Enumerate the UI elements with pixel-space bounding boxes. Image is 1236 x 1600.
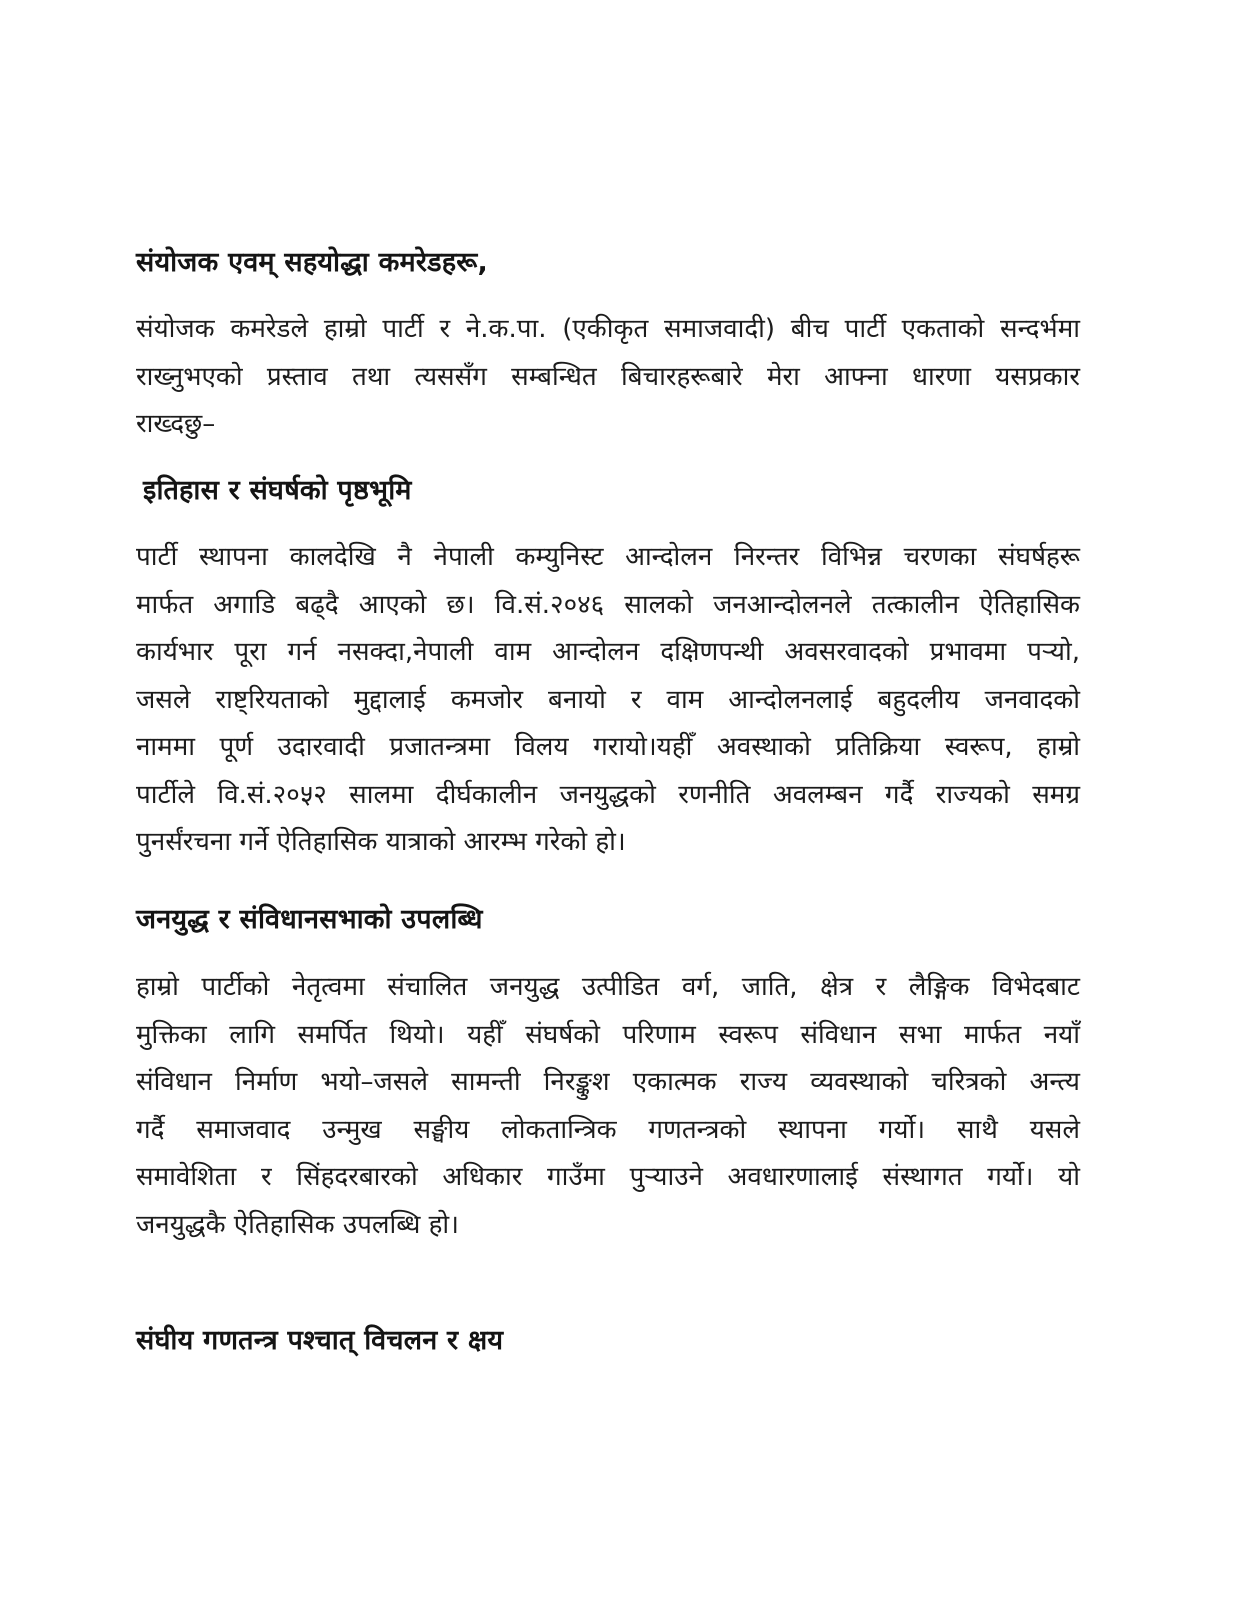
text-line: कार्यभार पूरा गर्न नसक्दा,नेपाली वाम आन्दोलन दक्षिणपन्थी अवसरवादको प्रभावमा पऱ्यो, xyxy=(136,637,1080,667)
history-paragraph xyxy=(136,534,1080,867)
text-line: राख्दछु– xyxy=(136,409,216,439)
section-heading-achievement: जनयुद्ध र संविधानसभाको उपलब्धि xyxy=(136,904,483,935)
salutation-heading: संयोजक एवम् सहयोद्धा कमरेडहरू, xyxy=(136,247,488,278)
text-line: संविधान निर्माण भयो–जसले सामन्ती निरङ्कुश एकात्मक राज्य व्यवस्थाको चरित्रको अन्त्य xyxy=(136,1067,1080,1097)
text-line: पार्टीले वि.सं.२०५२ सालमा दीर्घकालीन जनयुद्धको रणनीति अवलम्बन गर्दै राज्यको समग्र xyxy=(136,779,1080,810)
text-line: जनयुद्धकै ऐतिहासिक उपलब्धि हो। xyxy=(136,1209,460,1240)
section-heading-deviation: संघीय गणतन्त्र पश्चात् विचलन र क्षय xyxy=(136,1325,504,1356)
section-heading-history: इतिहास र संघर्षको पृष्ठभूमि xyxy=(143,475,412,506)
text-line: नाममा पूर्ण उदारवादी प्रजातन्त्रमा विलय गरायो।यहीँ अवस्थाको प्रतिक्रिया स्वरूप, हाम्रो xyxy=(136,732,1080,762)
text-line: राख्नुभएको प्रस्ताव तथा त्यससँग सम्बन्धित बिचारहरूबारे मेरा आफ्ना धारणा यसप्रकार xyxy=(136,361,1080,392)
text-line: मुक्तिका लागि समर्पित थियो। यहीँ संघर्षको परिणाम स्वरूप संविधान सभा मार्फत नयाँ xyxy=(136,1019,1080,1050)
intro-paragraph xyxy=(136,306,1080,449)
text-line: गर्दै समाजवाद उन्मुख सङ्घीय लोकतान्त्रिक गणतन्त्रको स्थापना गर्यो। साथै यसले xyxy=(136,1114,1080,1145)
text-line: हाम्रो पार्टीको नेतृत्वमा संचालित जनयुद्ध उत्पीडित वर्ग, जाति, क्षेत्र र लैङ्गिक विभेदबाट xyxy=(136,972,1080,1002)
text-line: जसले राष्ट्रियताको मुद्दालाई कमजोर बनायो र वाम आन्दोलनलाई बहुदलीय जनवादको xyxy=(136,684,1080,715)
text-line: पुनर्संरचना गर्ने ऐतिहासिक यात्राको आरम्भ गरेको हो। xyxy=(136,827,626,857)
text-line: मार्फत अगाडि बढ्दै आएको छ। वि.सं.२०४६ सालको जनआन्दोलनले तत्कालीन ऐतिहासिक xyxy=(136,589,1080,620)
text-line: पार्टी स्थापना कालदेखि नै नेपाली कम्युनिस्ट आन्दोलन निरन्तर विभिन्न चरणका संघर्षहरू xyxy=(136,542,1080,572)
text-line: समावेशिता र सिंहदरबारको अधिकार गाउँमा पुऱ्याउने अवधारणालाई संस्थागत गर्यो। यो xyxy=(136,1162,1080,1192)
text-line: संयोजक कमरेडले हाम्रो पार्टी र ने.क.पा. (एकीकृत समाजवादी) बीच पार्टी एकताको सन्दर्भमा xyxy=(136,314,1080,344)
achievement-paragraph xyxy=(136,964,1080,1249)
